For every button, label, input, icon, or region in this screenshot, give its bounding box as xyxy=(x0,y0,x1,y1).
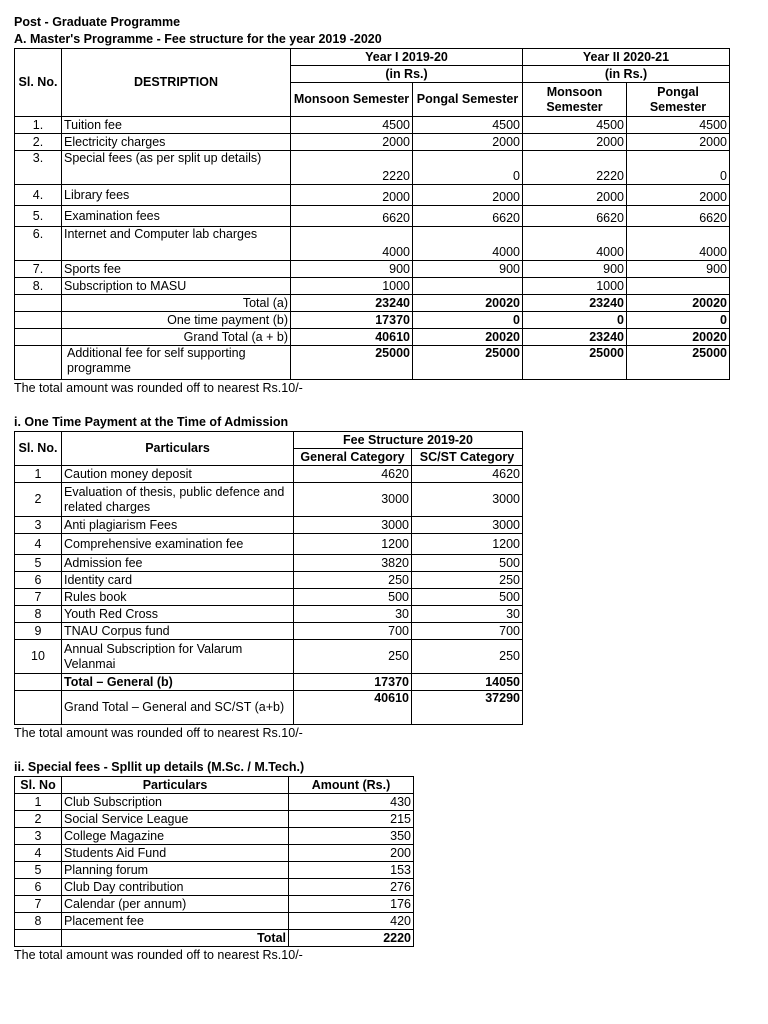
value-cell xyxy=(627,278,730,295)
year1-unit: (in Rs.) xyxy=(291,66,523,83)
sl-cell: 10 xyxy=(15,640,62,674)
desc-cell: Calendar (per annum) xyxy=(62,896,289,913)
value-cell: 4500 xyxy=(523,117,627,134)
sl-cell: 8 xyxy=(15,606,62,623)
sl-cell: 5. xyxy=(15,206,62,227)
value-cell: 2220 xyxy=(289,930,414,947)
value-cell: 430 xyxy=(289,794,414,811)
value-cell: 4000 xyxy=(627,227,730,261)
scst-header: SC/ST Category xyxy=(412,449,523,466)
value-cell: 17370 xyxy=(294,674,412,691)
sl-cell: 2 xyxy=(15,483,62,517)
value-cell: 4500 xyxy=(413,117,523,134)
sl-no-header: Sl. No xyxy=(15,777,62,794)
sl-cell: 8. xyxy=(15,278,62,295)
general-header: General Category xyxy=(294,449,412,466)
additional-fee-row xyxy=(15,346,730,380)
table-row xyxy=(15,845,414,862)
value-cell: 6620 xyxy=(523,206,627,227)
sl-cell: 6. xyxy=(15,227,62,261)
value-cell: 250 xyxy=(412,640,523,674)
desc-cell: College Magazine xyxy=(62,828,289,845)
value-cell: 6620 xyxy=(627,206,730,227)
y1-monsoon-header: Monsoon Semester xyxy=(291,83,413,117)
value-cell: 0 xyxy=(627,151,730,185)
desc-cell: Electricity charges xyxy=(62,134,291,151)
table-row xyxy=(15,278,730,295)
value-cell: 20020 xyxy=(413,295,523,312)
value-cell: 350 xyxy=(289,828,414,845)
value-cell: 2000 xyxy=(413,185,523,206)
year2-unit: (in Rs.) xyxy=(523,66,730,83)
value-cell: 25000 xyxy=(523,346,627,380)
value-cell: 0 xyxy=(627,312,730,329)
table-row xyxy=(15,466,523,483)
value-cell: 153 xyxy=(289,862,414,879)
grand-total-label: Grand Total (a + b) xyxy=(62,329,291,346)
desc-cell: Club Day contribution xyxy=(62,879,289,896)
value-cell: 500 xyxy=(294,589,412,606)
sl-cell: 7. xyxy=(15,261,62,278)
table-row xyxy=(15,896,414,913)
table-row xyxy=(15,572,523,589)
table-row xyxy=(15,261,730,278)
value-cell: 1000 xyxy=(291,278,413,295)
value-cell xyxy=(413,278,523,295)
table-row xyxy=(15,606,523,623)
desc-cell: Anti plagiarism Fees xyxy=(62,517,294,534)
value-cell: 2000 xyxy=(627,134,730,151)
desc-cell: Library fees xyxy=(62,185,291,206)
value-cell: 276 xyxy=(289,879,414,896)
desc-cell: Students Aid Fund xyxy=(62,845,289,862)
value-cell: 6620 xyxy=(291,206,413,227)
value-cell: 4620 xyxy=(294,466,412,483)
section-ii-title: ii. Special fees - Spllit up details (M.Sc. / M.Tech.) xyxy=(14,760,305,774)
desc-cell: Social Service League xyxy=(62,811,289,828)
empty-cell xyxy=(15,674,62,691)
value-cell: 25000 xyxy=(291,346,413,380)
desc-cell: Sports fee xyxy=(62,261,291,278)
desc-cell: Evaluation of thesis, public defence and related charges xyxy=(62,483,294,517)
value-cell: 1000 xyxy=(523,278,627,295)
sl-no-header: Sl. No. xyxy=(15,432,62,466)
y2-pongal-header: Pongal Semester xyxy=(627,83,730,117)
desc-cell: Special fees (as per split up details) xyxy=(62,151,291,185)
particulars-header: Particulars xyxy=(62,432,294,466)
sl-cell: 1 xyxy=(15,466,62,483)
value-cell: 500 xyxy=(412,589,523,606)
sl-cell: 5 xyxy=(15,862,62,879)
table-row xyxy=(15,483,523,517)
table-row xyxy=(15,828,414,845)
value-cell: 30 xyxy=(294,606,412,623)
particulars-header: Particulars xyxy=(62,777,289,794)
sl-cell: 3. xyxy=(15,151,62,185)
section-i-title: i. One Time Payment at the Time of Admission xyxy=(14,415,289,429)
sl-cell: 3 xyxy=(15,828,62,845)
value-cell: 200 xyxy=(289,845,414,862)
additional-fee-label: Additional fee for self supporting programme xyxy=(62,346,291,380)
amount-header: Amount (Rs.) xyxy=(289,777,414,794)
desc-cell: Rules book xyxy=(62,589,294,606)
value-cell: 3000 xyxy=(412,517,523,534)
value-cell: 3000 xyxy=(412,483,523,517)
sl-cell: 4 xyxy=(15,845,62,862)
value-cell: 40610 xyxy=(291,329,413,346)
value-cell: 250 xyxy=(412,572,523,589)
sl-cell: 3 xyxy=(15,517,62,534)
desc-cell: Youth Red Cross xyxy=(62,606,294,623)
table-row xyxy=(15,589,523,606)
value-cell: 23240 xyxy=(523,295,627,312)
value-cell: 23240 xyxy=(523,329,627,346)
year2-header: Year II 2020-21 xyxy=(523,49,730,66)
special-fees-table xyxy=(14,776,414,947)
empty-cell xyxy=(15,329,62,346)
value-cell: 25000 xyxy=(627,346,730,380)
total-a-label: Total (a) xyxy=(62,295,291,312)
value-cell: 1200 xyxy=(294,534,412,555)
y2-monsoon-header: Monsoon Semester xyxy=(523,83,627,117)
value-cell: 2220 xyxy=(523,151,627,185)
value-cell: 900 xyxy=(523,261,627,278)
value-cell: 3000 xyxy=(294,483,412,517)
value-cell: 176 xyxy=(289,896,414,913)
table-row xyxy=(15,206,730,227)
desc-cell: Identity card xyxy=(62,572,294,589)
value-cell: 250 xyxy=(294,640,412,674)
desc-cell: Caution money deposit xyxy=(62,466,294,483)
desc-cell: Comprehensive examination fee xyxy=(62,534,294,555)
table-row xyxy=(15,879,414,896)
value-cell: 2220 xyxy=(291,151,413,185)
section-a-title: A. Master's Programme - Fee structure for the year 2019 -2020 xyxy=(14,32,382,46)
one-time-payment-table xyxy=(14,431,523,725)
table-row xyxy=(15,517,523,534)
desc-cell: Internet and Computer lab charges xyxy=(62,227,291,261)
sl-cell: 6 xyxy=(15,572,62,589)
table-row xyxy=(15,185,730,206)
value-cell: 3820 xyxy=(294,555,412,572)
desc-cell: Subscription to MASU xyxy=(62,278,291,295)
value-cell: 0 xyxy=(413,151,523,185)
sl-cell: 9 xyxy=(15,623,62,640)
table-row xyxy=(15,151,730,185)
total-general-label: Total – General (b) xyxy=(62,674,294,691)
value-cell: 700 xyxy=(294,623,412,640)
one-time-row xyxy=(15,312,730,329)
empty-cell xyxy=(15,295,62,312)
value-cell: 500 xyxy=(412,555,523,572)
empty-cell xyxy=(15,930,62,947)
value-cell: 6620 xyxy=(413,206,523,227)
value-cell: 4000 xyxy=(413,227,523,261)
desc-cell: Placement fee xyxy=(62,913,289,930)
value-cell: 900 xyxy=(413,261,523,278)
value-cell: 420 xyxy=(289,913,414,930)
sl-cell: 8 xyxy=(15,913,62,930)
desc-cell: Club Subscription xyxy=(62,794,289,811)
grand-total-row xyxy=(15,691,523,725)
fee-document xyxy=(14,14,754,964)
empty-cell xyxy=(15,346,62,380)
value-cell: 3000 xyxy=(294,517,412,534)
value-cell: 700 xyxy=(412,623,523,640)
one-time-label: One time payment (b) xyxy=(62,312,291,329)
value-cell: 2000 xyxy=(627,185,730,206)
value-cell: 4500 xyxy=(291,117,413,134)
table-row xyxy=(15,811,414,828)
table-row xyxy=(15,794,414,811)
value-cell: 0 xyxy=(413,312,523,329)
table-row xyxy=(15,227,730,261)
total-a-row xyxy=(15,295,730,312)
value-cell: 20020 xyxy=(627,329,730,346)
sl-cell: 2. xyxy=(15,134,62,151)
sl-cell: 1. xyxy=(15,117,62,134)
value-cell: 4500 xyxy=(627,117,730,134)
value-cell: 2000 xyxy=(291,185,413,206)
sl-cell: 4 xyxy=(15,534,62,555)
section-a-note: The total amount was rounded off to nearest Rs.10/- xyxy=(14,381,303,395)
page-title: Post - Graduate Programme xyxy=(14,15,181,29)
value-cell: 25000 xyxy=(413,346,523,380)
value-cell: 30 xyxy=(412,606,523,623)
fee-structure-header: Fee Structure 2019-20 xyxy=(294,432,523,449)
total-label: Total xyxy=(62,930,289,947)
sl-cell: 5 xyxy=(15,555,62,572)
empty-cell xyxy=(15,691,62,725)
value-cell: 2000 xyxy=(523,185,627,206)
masters-fee-table xyxy=(14,48,730,380)
table-row xyxy=(15,623,523,640)
value-cell: 0 xyxy=(523,312,627,329)
section-i-note: The total amount was rounded off to nearest Rs.10/- xyxy=(14,726,303,740)
value-cell: 2000 xyxy=(413,134,523,151)
value-cell: 2000 xyxy=(291,134,413,151)
value-cell: 20020 xyxy=(413,329,523,346)
y1-pongal-header: Pongal Semester xyxy=(413,83,523,117)
grand-total-label: Grand Total – General and SC/ST (a+b) xyxy=(62,691,294,725)
value-cell: 900 xyxy=(627,261,730,278)
value-cell: 4000 xyxy=(523,227,627,261)
desc-cell: Admission fee xyxy=(62,555,294,572)
value-cell: 2000 xyxy=(523,134,627,151)
value-cell: 250 xyxy=(294,572,412,589)
desc-cell: Examination fees xyxy=(62,206,291,227)
sl-cell: 2 xyxy=(15,811,62,828)
sl-cell: 4. xyxy=(15,185,62,206)
year1-header: Year I 2019-20 xyxy=(291,49,523,66)
value-cell: 20020 xyxy=(627,295,730,312)
table-row xyxy=(15,134,730,151)
table-row xyxy=(15,534,523,555)
value-cell: 17370 xyxy=(291,312,413,329)
value-cell: 37290 xyxy=(412,691,523,725)
section-ii-note: The total amount was rounded off to nearest Rs.10/- xyxy=(14,948,303,962)
value-cell: 4620 xyxy=(412,466,523,483)
sl-no-header: Sl. No. xyxy=(15,49,62,117)
table-row xyxy=(15,913,414,930)
table-row xyxy=(15,555,523,572)
value-cell: 4000 xyxy=(291,227,413,261)
table-row xyxy=(15,862,414,879)
sl-cell: 7 xyxy=(15,896,62,913)
description-header: DESTRIPTION xyxy=(62,49,291,117)
table-row xyxy=(15,640,523,674)
value-cell: 40610 xyxy=(294,691,412,725)
desc-cell: TNAU Corpus fund xyxy=(62,623,294,640)
value-cell: 1200 xyxy=(412,534,523,555)
desc-cell: Planning forum xyxy=(62,862,289,879)
value-cell: 14050 xyxy=(412,674,523,691)
sl-cell: 7 xyxy=(15,589,62,606)
value-cell: 900 xyxy=(291,261,413,278)
desc-cell: Annual Subscription for Valarum Velanmai xyxy=(62,640,294,674)
desc-cell: Tuition fee xyxy=(62,117,291,134)
sl-cell: 1 xyxy=(15,794,62,811)
empty-cell xyxy=(15,312,62,329)
grand-total-row xyxy=(15,329,730,346)
sl-cell: 6 xyxy=(15,879,62,896)
total-general-row xyxy=(15,674,523,691)
value-cell: 215 xyxy=(289,811,414,828)
total-row xyxy=(15,930,414,947)
value-cell: 23240 xyxy=(291,295,413,312)
table-row xyxy=(15,117,730,134)
